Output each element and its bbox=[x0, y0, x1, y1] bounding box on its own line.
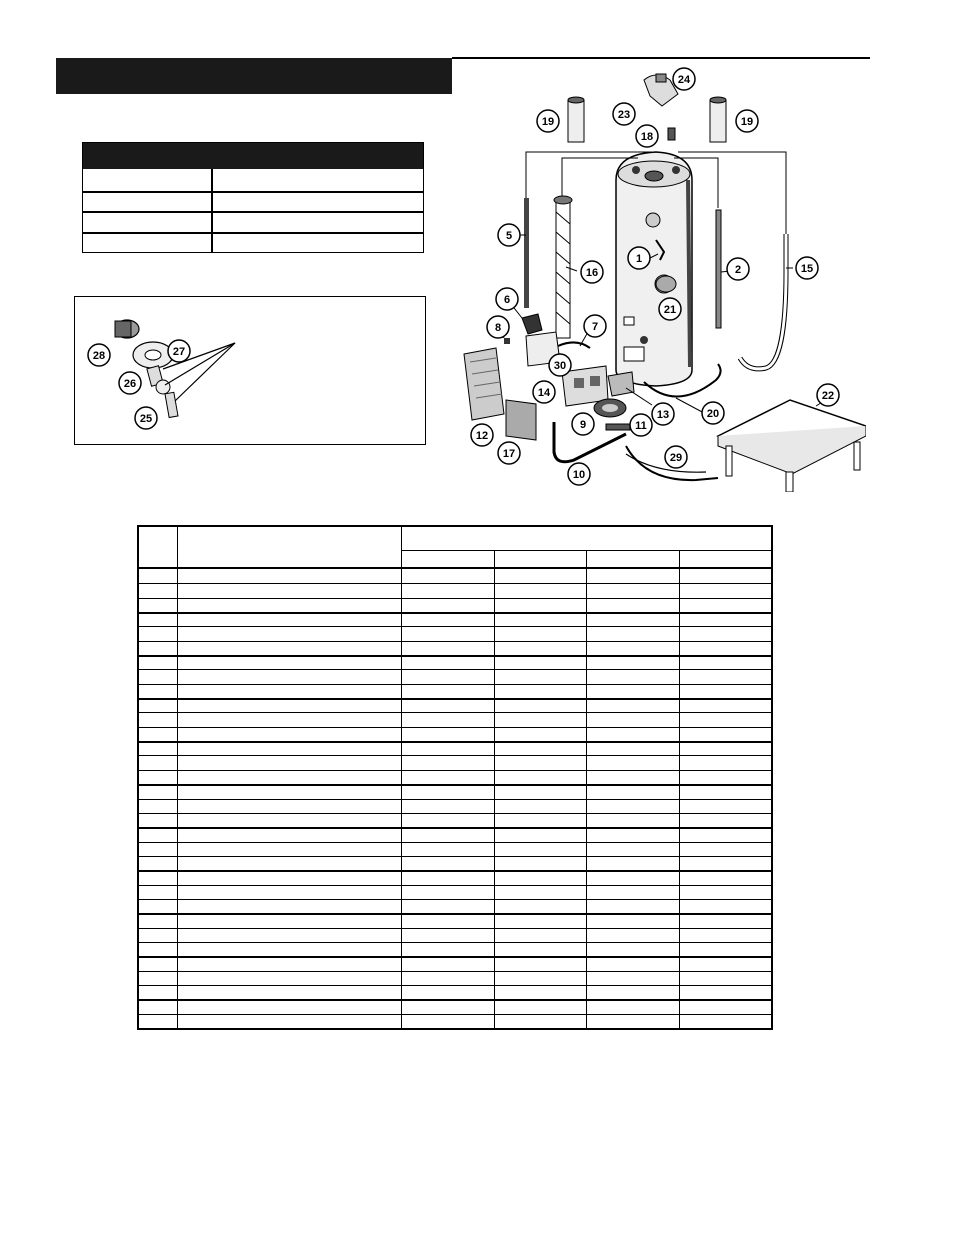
callout-5 bbox=[498, 224, 520, 246]
table-row-rule bbox=[139, 942, 771, 943]
table-row-rule bbox=[139, 913, 771, 915]
callout-10 bbox=[568, 463, 590, 485]
table-row-rule bbox=[139, 727, 771, 728]
svg-text:28: 28 bbox=[92, 350, 106, 362]
callout-1 bbox=[628, 247, 650, 269]
callout-12 bbox=[471, 424, 493, 446]
callout-27 bbox=[168, 340, 190, 362]
callout-15 bbox=[796, 257, 818, 279]
svg-text:23: 23 bbox=[617, 109, 631, 121]
svg-text:1: 1 bbox=[635, 253, 643, 265]
table-row-rule bbox=[139, 999, 771, 1001]
callout-23 bbox=[613, 103, 635, 125]
svg-text:24: 24 bbox=[677, 74, 691, 86]
svg-text:16: 16 bbox=[585, 267, 599, 279]
table-row-rule bbox=[139, 956, 771, 958]
parts-list-table bbox=[137, 525, 773, 1030]
table-row-rule bbox=[139, 899, 771, 900]
svg-text:21: 21 bbox=[663, 304, 677, 316]
vent-kit-inset bbox=[74, 296, 426, 445]
table-row-rule bbox=[139, 799, 771, 800]
table-row-rule bbox=[139, 741, 771, 743]
callout-6 bbox=[496, 288, 518, 310]
table-row-rule bbox=[139, 885, 771, 886]
callout-14 bbox=[533, 381, 555, 403]
callout-7 bbox=[584, 315, 606, 337]
svg-text:6: 6 bbox=[503, 294, 511, 306]
table-row-rule bbox=[139, 612, 771, 614]
table-row-rule bbox=[139, 655, 771, 657]
svg-text:27: 27 bbox=[172, 346, 186, 358]
svg-text:18: 18 bbox=[640, 131, 654, 143]
table-row-rule bbox=[139, 669, 771, 670]
table-row-rule bbox=[139, 928, 771, 929]
callout-11 bbox=[630, 414, 652, 436]
table-row-rule bbox=[139, 1014, 771, 1015]
svg-text:25: 25 bbox=[139, 413, 153, 425]
svg-text:20: 20 bbox=[706, 408, 720, 420]
callout-24 bbox=[673, 68, 695, 90]
header-bottom-rule bbox=[139, 567, 771, 569]
svg-text:8: 8 bbox=[494, 322, 502, 334]
table-row-rule bbox=[139, 971, 771, 972]
callout-16 bbox=[581, 261, 603, 283]
model-table-header bbox=[83, 143, 423, 169]
svg-text:13: 13 bbox=[656, 409, 670, 421]
table-row-rule bbox=[139, 755, 771, 756]
svg-text:11: 11 bbox=[635, 420, 647, 432]
header-subrule bbox=[402, 550, 771, 551]
callout-22 bbox=[817, 384, 839, 406]
section-title-bar bbox=[56, 58, 452, 94]
water-heater-exploded-diagram bbox=[456, 62, 866, 492]
svg-text:30: 30 bbox=[553, 360, 567, 372]
table-row-rule bbox=[139, 985, 771, 986]
table-row-rule bbox=[139, 583, 771, 584]
svg-text:26: 26 bbox=[123, 378, 137, 390]
svg-text:2: 2 bbox=[734, 264, 742, 276]
table-row-rule bbox=[139, 770, 771, 771]
table-row-rule bbox=[139, 842, 771, 843]
model-table bbox=[82, 142, 424, 253]
callout-26 bbox=[119, 372, 141, 394]
callout-17 bbox=[498, 442, 520, 464]
svg-text:7: 7 bbox=[591, 321, 599, 333]
table-row-rule bbox=[139, 856, 771, 857]
model-table-row bbox=[83, 191, 423, 193]
callout-29 bbox=[665, 446, 687, 468]
callout-28 bbox=[88, 344, 110, 366]
callout-19-left bbox=[537, 110, 559, 132]
callout-30 bbox=[549, 354, 571, 376]
svg-text:5: 5 bbox=[505, 230, 513, 242]
svg-text:29: 29 bbox=[669, 452, 683, 464]
callout-18 bbox=[636, 125, 658, 147]
callout-8 bbox=[487, 316, 509, 338]
table-row-rule bbox=[139, 684, 771, 685]
table-row-rule bbox=[139, 784, 771, 786]
model-table-row bbox=[83, 211, 423, 213]
callout-25 bbox=[135, 407, 157, 429]
svg-text:19: 19 bbox=[740, 116, 754, 128]
callout-19-right bbox=[736, 110, 758, 132]
callout-9 bbox=[572, 413, 594, 435]
table-row-rule bbox=[139, 712, 771, 713]
svg-text:12: 12 bbox=[475, 430, 489, 442]
table-row-rule bbox=[139, 870, 771, 872]
callout-2 bbox=[727, 258, 749, 280]
column-divider bbox=[401, 527, 402, 1028]
svg-text:17: 17 bbox=[502, 448, 516, 460]
vent-kit-illustration bbox=[75, 297, 427, 446]
callout-20 bbox=[702, 402, 724, 424]
column-divider bbox=[177, 527, 178, 1028]
callout-13 bbox=[652, 403, 674, 425]
table-row-rule bbox=[139, 827, 771, 829]
table-row-rule bbox=[139, 641, 771, 642]
model-table-row bbox=[83, 232, 423, 234]
svg-text:19: 19 bbox=[541, 116, 555, 128]
svg-text:9: 9 bbox=[579, 419, 587, 431]
callout-21 bbox=[659, 298, 681, 320]
table-row-rule bbox=[139, 626, 771, 627]
header-rule bbox=[452, 57, 870, 59]
svg-text:10: 10 bbox=[572, 469, 586, 481]
svg-text:15: 15 bbox=[800, 263, 814, 275]
table-row-rule bbox=[139, 598, 771, 599]
svg-text:14: 14 bbox=[537, 387, 551, 399]
svg-text:22: 22 bbox=[821, 390, 835, 402]
table-row-rule bbox=[139, 698, 771, 700]
table-row-rule bbox=[139, 813, 771, 814]
